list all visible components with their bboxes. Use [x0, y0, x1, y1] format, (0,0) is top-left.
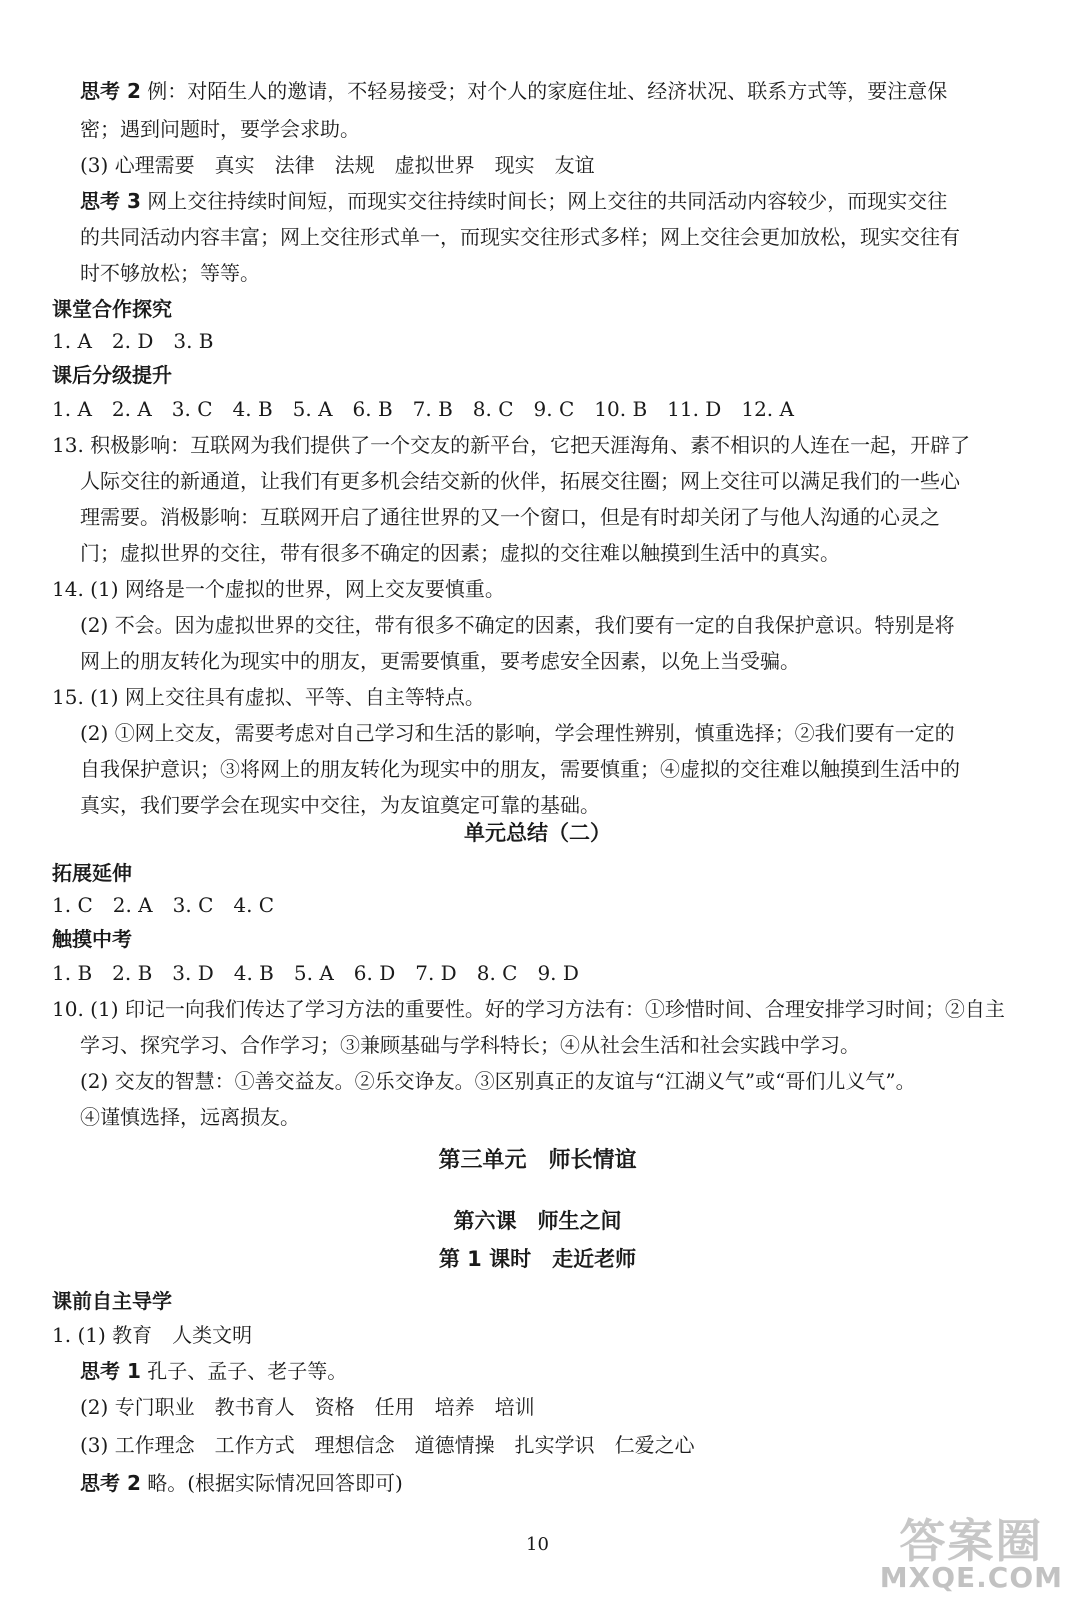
answer-text: (3) 心理需要 真实 法律 法规 虚拟世界 现实 友谊	[80, 153, 595, 177]
answer-text: 门；虚拟世界的交往，带有很多不确定的因素；虚拟的交往难以触摸到生活中的真实。	[80, 541, 840, 565]
answer-line	[80, 1030, 860, 1060]
answer-line	[52, 326, 214, 356]
answer-text: 网上的朋友转化为现实中的朋友，更需要慎重，要考虑安全因素，以免上当受骗。	[80, 649, 800, 673]
answer-text: 1. A 2. D 3. B	[52, 329, 214, 353]
answer-text: 10. (1) 印记一向我们传达了学习方法的重要性。好的学习方法有：①珍惜时间、合理安排学习时间；②自主	[52, 997, 1005, 1021]
answer-text: 网上交往持续时间短，而现实交往持续时间长；网上交往的共同活动内容较少，而现实交往	[140, 189, 948, 213]
answer-text: 略。(根据实际情况回答即可)	[140, 1471, 403, 1495]
answer-line	[80, 186, 947, 216]
answer-line	[80, 754, 960, 784]
answer-text: (2) 专门职业 教书育人 资格 任用 培养 培训	[80, 1395, 535, 1419]
answer-text: 人际交往的新通道，让我们有更多机会结交新的伙伴，拓展交往圈；网上交往可以满足我们的一些心	[80, 469, 960, 493]
answer-text: 时不够放松；等等。	[80, 261, 260, 285]
section-heading: 触摸中考	[52, 927, 132, 951]
answer-line	[80, 76, 947, 106]
answer-text: ④谨慎选择，远离损友。	[80, 1105, 300, 1129]
answer-line	[80, 1468, 403, 1498]
answer-text: (2) 交友的智慧：①善交益友。②乐交诤友。③区别真正的友谊与“江湖义气”或“哥们儿义气”。	[80, 1069, 916, 1093]
answer-line	[80, 1102, 300, 1132]
watermark-logo	[879, 1514, 1063, 1594]
answer-line	[52, 682, 485, 712]
answer-text: 1. B 2. B 3. D 4. B 5. A 6. D 7. D 8. C 9. D	[52, 961, 579, 985]
answer-line	[80, 502, 940, 532]
answer-line	[80, 150, 595, 180]
answer-line	[52, 890, 274, 920]
answer-text: 例：对陌生人的邀请，不轻易接受；对个人的家庭住址、经济状况、联系方式等，要注意保	[140, 79, 948, 103]
section-heading: 课后分级提升	[52, 363, 172, 387]
answer-text: 15. (1) 网上交往具有虚拟、平等、自主等特点。	[52, 685, 485, 709]
period-one-title: 第 1 课时 走近老师	[438, 1247, 637, 1271]
think-label: 思考 3	[80, 189, 141, 213]
answer-text: 的共同活动内容丰富；网上交往形式单一，而现实交往形式多样；网上交往会更加放松，现实交往有	[80, 225, 960, 249]
unit-summary-title: 单元总结（二）	[464, 821, 611, 845]
answer-line	[80, 1356, 347, 1386]
answer-line	[52, 994, 1005, 1024]
answer-text: 学习、探究学习、合作学习；③兼顾基础与学科特长；④从社会生活和社会实践中学习。	[80, 1033, 860, 1057]
answer-line	[80, 1066, 916, 1096]
answer-line	[80, 646, 800, 676]
section-heading: 课堂合作探究	[52, 297, 172, 321]
answer-text: 自我保护意识；③将网上的朋友转化为现实中的朋友，需要慎重；④虚拟的交往难以触摸到生活中的	[80, 757, 960, 781]
think-label: 思考 2	[80, 79, 141, 103]
answer-line	[52, 958, 579, 988]
answer-line	[52, 574, 505, 604]
answer-text: (2) 不会。因为虚拟世界的交往，带有很多不确定的因素，我们要有一定的自我保护意识。特别是将	[80, 613, 955, 637]
watermark-top: 答案圈	[899, 1514, 1044, 1568]
answer-line	[80, 258, 260, 288]
page-number: 10	[526, 1534, 549, 1555]
answer-text: 14. (1) 网络是一个虚拟的世界，网上交友要慎重。	[52, 577, 505, 601]
answer-text: (2) ①网上交友，需要考虑对自己学习和生活的影响，学会理性辨别，慎重选择；②我们要有一定的	[80, 721, 955, 745]
section-heading: 拓展延伸	[52, 861, 132, 885]
answer-line	[80, 1392, 535, 1422]
watermark-bottom: MXQE.COM	[879, 1561, 1063, 1594]
answer-text: (3) 工作理念 工作方式 理想信念 道德情操 扎实学识 仁爱之心	[80, 1433, 695, 1457]
answer-line	[80, 610, 955, 640]
answer-text: 1. (1) 教育 人类文明	[52, 1323, 253, 1347]
answer-line	[80, 790, 600, 820]
answer-line	[52, 430, 970, 460]
section-heading: 课前自主导学	[52, 1289, 172, 1313]
answer-text: 理需要。消极影响：互联网开启了通往世界的又一个窗口，但是有时却关闭了与他人沟通的心灵之	[80, 505, 940, 529]
answer-text: 1. A 2. A 3. C 4. B 5. A 6. B 7. B 8. C 9. C 10. B 11. D 12. A	[52, 397, 794, 421]
answer-line	[80, 538, 840, 568]
answer-text: 孔子、孟子、老子等。	[140, 1359, 348, 1383]
think-label: 思考 1	[80, 1359, 141, 1383]
answer-text: 1. C 2. A 3. C 4. C	[52, 893, 275, 917]
answer-text: 密；遇到问题时，要学会求助。	[80, 117, 360, 141]
answer-line	[52, 1320, 252, 1350]
answer-line	[80, 718, 955, 748]
answer-line	[80, 466, 960, 496]
answer-text: 13. 积极影响：互联网为我们提供了一个交友的新平台，它把天涯海角、素不相识的人连在一起，开辟了	[52, 433, 971, 457]
answer-text: 真实，我们要学会在现实中交往，为友谊奠定可靠的基础。	[80, 793, 600, 817]
answer-line	[80, 222, 960, 252]
lesson-six-title: 第六课 师生之间	[453, 1209, 622, 1233]
unit-three-title: 第三单元 师长情谊	[438, 1148, 637, 1173]
answer-line	[80, 114, 360, 144]
answer-line	[52, 394, 794, 424]
answer-line	[80, 1430, 695, 1460]
think-label: 思考 2	[80, 1471, 141, 1495]
